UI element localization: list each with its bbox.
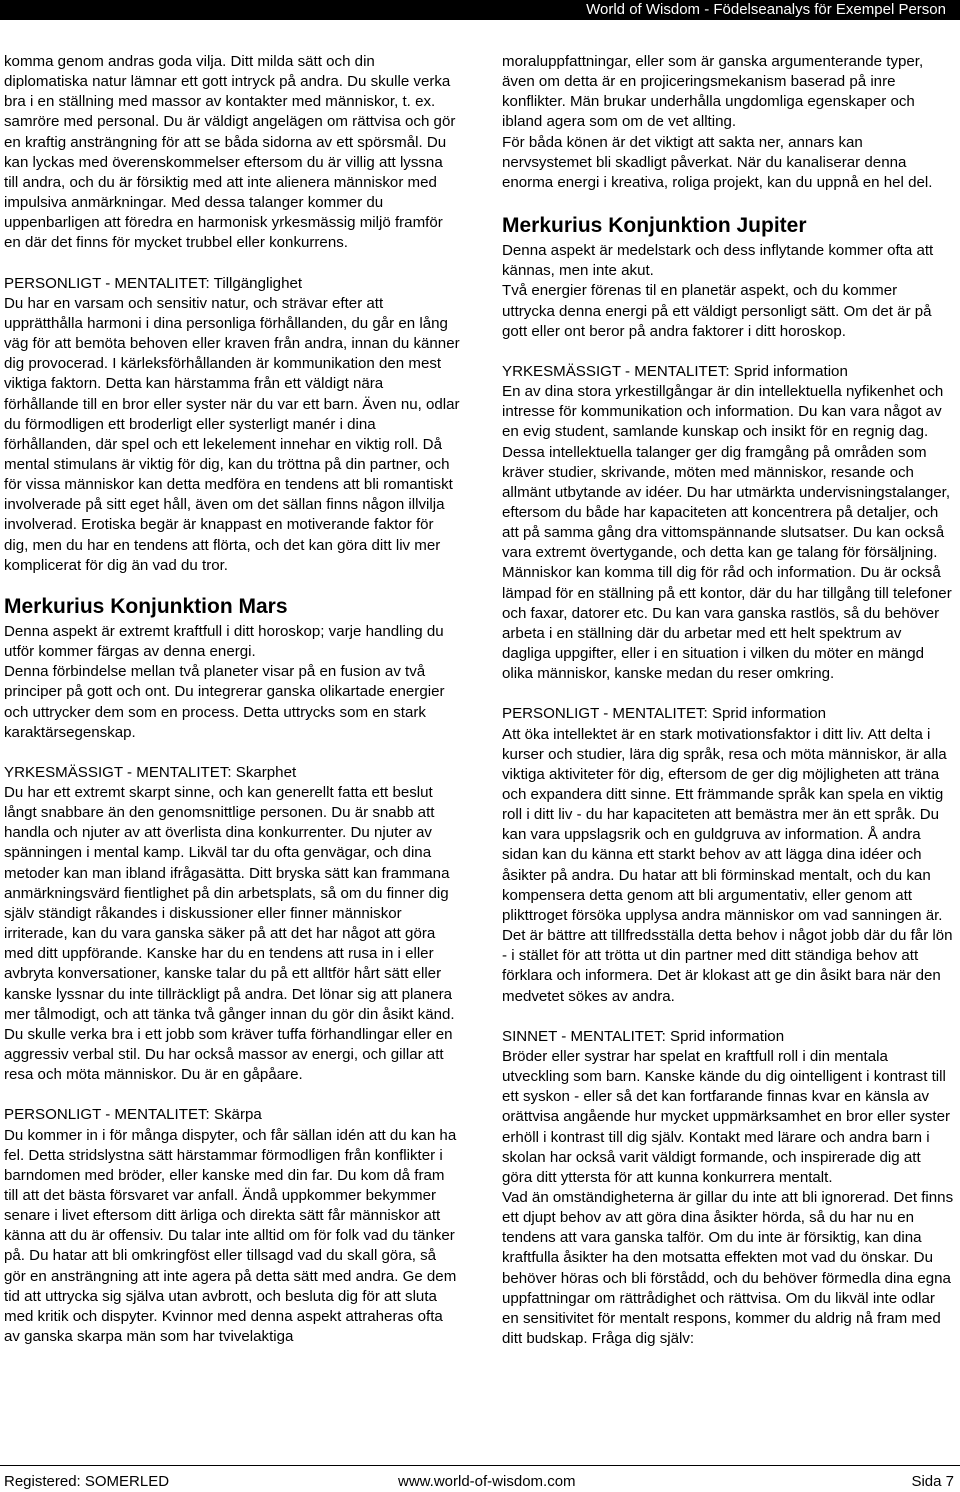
paragraph: Denna förbindelse mellan två planeter visar på en fusion av två principer på gott och ont. Du integrerar ganska olikartade energier och uttrycker dem som en process. Detta uttrycks som en stark karaktärsegenskap.	[4, 663, 445, 741]
paragraph: För båda könen är det viktigt att sakta ner, annars kan nervsystemet bli skadligt påverkat. När du kanaliserar denna enorma energi i kreativa, roliga projekt, kan du uppnå en hel del.	[502, 133, 933, 191]
section-personal-tillganglighet	[4, 274, 460, 576]
page-footer	[0, 1465, 960, 1492]
paragraph: Två energier förenas til en planetär aspekt, och du kommer uttrycka denna energi på ett väldigt personligt sätt. Om det är på gott eller ont beror på andra faktorer i ditt horoskop.	[502, 282, 932, 340]
aspect-title-jupiter: Merkurius Konjunktion Jupiter	[502, 214, 807, 238]
page-header	[0, 0, 960, 20]
paragraph: Vad än omständigheterna är gillar du inte att bli ignorerad. Det finns ett djupt behov av att göra dina åsikter hörda, så du har nu en tendens att vara ganska talför. Om du inte är försiktig, kan dina kraftfulla åsikter ha den motsatta effekten mot vad du önskar. Du behöver höras och bli förstådd, och du behöver förmedla dina egna uppfattningar om rättrådighet och rättvisa. Om du likväl inte odlar en sensitivitet för mentalt respons, kommer du aldrig nå fram med ditt budskap. Fråga dig själv:	[502, 1188, 954, 1348]
section-heading: SINNET - MENTALITET: Sprid information	[502, 1027, 785, 1045]
section-personal-skarpa	[4, 1105, 460, 1347]
section-yrke-skarphet	[4, 763, 460, 1086]
section-heading: YRKESMÄSSIGT - MENTALITET: Sprid information	[502, 362, 848, 380]
paragraph: Att öka intellektet är en stark motivationsfaktor i ditt liv. Att delta i kurser och studier, lära dig språk, resa och möta människor, är alla viktiga aktiviteter för dig, eftersom de ger dig möjligheten att träna och expandera ditt sinne. Ett främmande språk kan spela en viktig roll i ditt liv - du har kapaciteten att bemästra mer än ett språk. Du kan vara uppslagsrik och en guldgruva av information. Å andra sidan kan du känna ett starkt behov av att lägga dina idéer och åsikter på andra. Du hatar att bli förminskad mentalt, och du kan kompensera detta genom att bli argumentativ, eller genom att plikttroget försöka upplysa andra människor om vad sanningen är. Det är bättre att tillfredsställa detta behov i något jobb där du får lön - i stället för att trötta ut din partner med ditt ständiga behov att förklara och informera. Det är klokast att ge din åsikt bara när den medvetet sökes av andra.	[502, 725, 953, 1005]
section-yrke-sprid	[502, 362, 954, 685]
section-heading: PERSONLIGT - MENTALITET: Skärpa	[4, 1106, 262, 1124]
paragraph: moraluppfattningar, eller som är ganska argumenterande typer, även om detta är en projiceringsmekanism baserad på inre konflikter. Män brukar underhålla ungdomliga egenskaper och ibland agera som om de vet allting.	[502, 53, 924, 131]
aspect-title-mars: Merkurius Konjunktion Mars	[4, 594, 288, 618]
paragraph: komma genom andras goda vilja. Ditt milda sätt och din diplomatiska natur lämnar ett gott intryck på andra. Du skulle verka bra i en ställning med massor av kontakter med människor, t. ex. samröre med personal. Du är väldigt angelägen om rättvisa och gör en kraftig ansträngning för att se båda sidorna av ett spörsmål. Du kan lyckas med överenskommelser eftersom du är villig att lyssna till andra, och du är försiktig med att inte alienera människor med impulsiva anmärkningar. Med dessa talanger kommer du uppenbarligen att föredra en harmonisk yrkesmässig miljö framför en där det finns för mycket trubbel eller konkurrens.	[4, 53, 456, 252]
footer-url: www.world-of-wisdom.com	[398, 1473, 576, 1490]
paragraph: Denna aspekt är medelstark och dess inflytande kommer ofta att kännas, men inte akut.	[502, 242, 934, 280]
paragraph: Du kommer in i för många dispyter, och får sällan idén att du kan ha fel. Detta stridslystna sätt härstammar förmodligen från konflikter i barndomen med bröder, eller kanske med din far. Du kom då fram till att det bästa försvaret var anfall. Ändå uppkommer bekymmer senare i livet eftersom ditt ärliga och direkta sätt får människor att känna att du är offensiv. Du talar inte alltid om för folk vad du tänker på. Du hatar att bli omkringföst eller tillsagd vad du skall göra, så gör en ansträngning att inte agera på detta sätt med andra. Ge dem tid att uttrycka sig själva utan avbrott, och besluta dig för att sluta med kritik och dispyter. Kvinnor med denna aspekt attraheras ofta av ganska skarpa män som har tvivelaktiga	[4, 1126, 457, 1346]
section-personal-sprid	[502, 704, 954, 1006]
footer-registered: Registered: SOMERLED	[4, 1473, 170, 1490]
paragraph: Du har ett extremt skarpt sinne, och kan generellt fatta ett beslut långt snabbare än den genomsnittlige personen. Du är snabb att handla och njuter av att överlista dina konkurrenter. Du njuter av spänningen i mental kamp. Likväl tar du ofta genvägar, och dina metoder kan man ibland ifrågasätta. Ditt bryska sätt kan frammana anmärkningsvärd fientlighet på din arbetsplats, så om du finner dig själv ständigt råkandes i diskussioner eller finner människor irriterade, kan du vara ganska säker på att det har något att göra med ditt uppförande. Kanske har du en tendens att rusa in i eller avbryta konversationer, kanske talar du på ett alltför hårt sätt eller kanske lyssnar du inte tillräckligt på andra. Det lönar sig att planera mer tålmodigt, och att tänka två gånger innan du gör din åsikt känd. Du skulle verka bra i ett jobb som kräver tuffa förhandlingar eller en aggressiv verbal stil. Du har också massor av energi, och gillar att resa och möta människor. Du är en gåpåare.	[4, 784, 455, 1084]
section-heading: PERSONLIGT - MENTALITET: Sprid information	[502, 705, 827, 723]
section-heading: YRKESMÄSSIGT - MENTALITET: Skarphet	[4, 763, 297, 781]
right-column	[502, 52, 954, 1349]
paragraph: En av dina stora yrkestillgångar är din intellektuella nyfikenhet och intresse för kommunikation och information. Du kan vara något av en evig student, samlande kunskap och insikt för en regnig dag. Dessa intellektuella talanger ger dig framgång på områden som kräver studier, skrivande, möten med människor, resande och allmänt utbytande av idéer. Du har utmärkta undervisningstalanger, eftersom du både har kapaciteten att koncentrera på detaljer, och att på samma gång dra vittomspännande slutsatser. Du kan också vara extremt övertygande, och detta kan ge talang för försäljning. Människor kan komma till dig för råd och information. Du är också lämpad för en ställning på ett kontor, där du har tillgång till telefoner och faxar, datorer etc. Du kan vara ganska rastlös, så du behöver arbeta i en ställning där du arbetar med ett helt spektrum av dagliga uppgifter, eller i en situation i vilken du möter en mängd olika människor, kanske medan du reser omkring.	[502, 383, 952, 683]
paragraph: Bröder eller systrar har spelat en kraftfull roll i din mentala utveckling som barn. Kanske kände du dig ointelligent i kontrast till ett syskon - eller så det kan fortfarande finnas kvar en känsla av orättvisa angående hur mycket uppmärksamhet en bror eller syster erhöll i kontrast till dig själv. Kontakt med lärare och andra barn i skolan har också varit väldigt formande, och inspirerade dig att göra ditt yttersta för att kunna konkurrera mentalt.	[502, 1047, 950, 1186]
paragraph: Denna aspekt är extremt kraftfull i ditt horoskop; varje handling du utför kommer färgas av denna energi.	[4, 622, 444, 661]
header-title: World of Wisdom - Födelseanalys för Exempel Person	[586, 1, 946, 18]
section-sinne-sprid	[502, 1027, 954, 1350]
left-column	[4, 52, 460, 1347]
footer-page-number: Sida 7	[911, 1473, 954, 1490]
section-heading: PERSONLIGT - MENTALITET: Tillgänglighet	[4, 274, 303, 292]
paragraph: Du har en varsam och sensitiv natur, och strävar efter att upprätthålla harmoni i dina personliga förhållanden, du går en lång väg för att bemöta behoven eller kraven från andra, innan du känner dig provocerad. I kärleksförhållanden är kommunikation den mest viktiga faktorn. Detta kan härstamma från ett väldigt nära förhållande till en bror eller syster när du var ett barn. Även nu, odlar du förmodligen ett broderligt eller systerligt manér i dina förhållanden, där spel och ett lekelement innehar en viktig roll. Då mental stimulans är viktig för dig, kan du tröttna på din partner, och för vissa människor kan detta medföra en tendens att bli romantiskt involverade på sitt eget håll, även om det sällan finns någon illvilja involverad. Erotiska begär är knappast en motiverande faktor för dig, men du har en tendens att flörta, och det kan göra ditt liv mer komplicerat för dig än vad du tror.	[4, 294, 460, 574]
